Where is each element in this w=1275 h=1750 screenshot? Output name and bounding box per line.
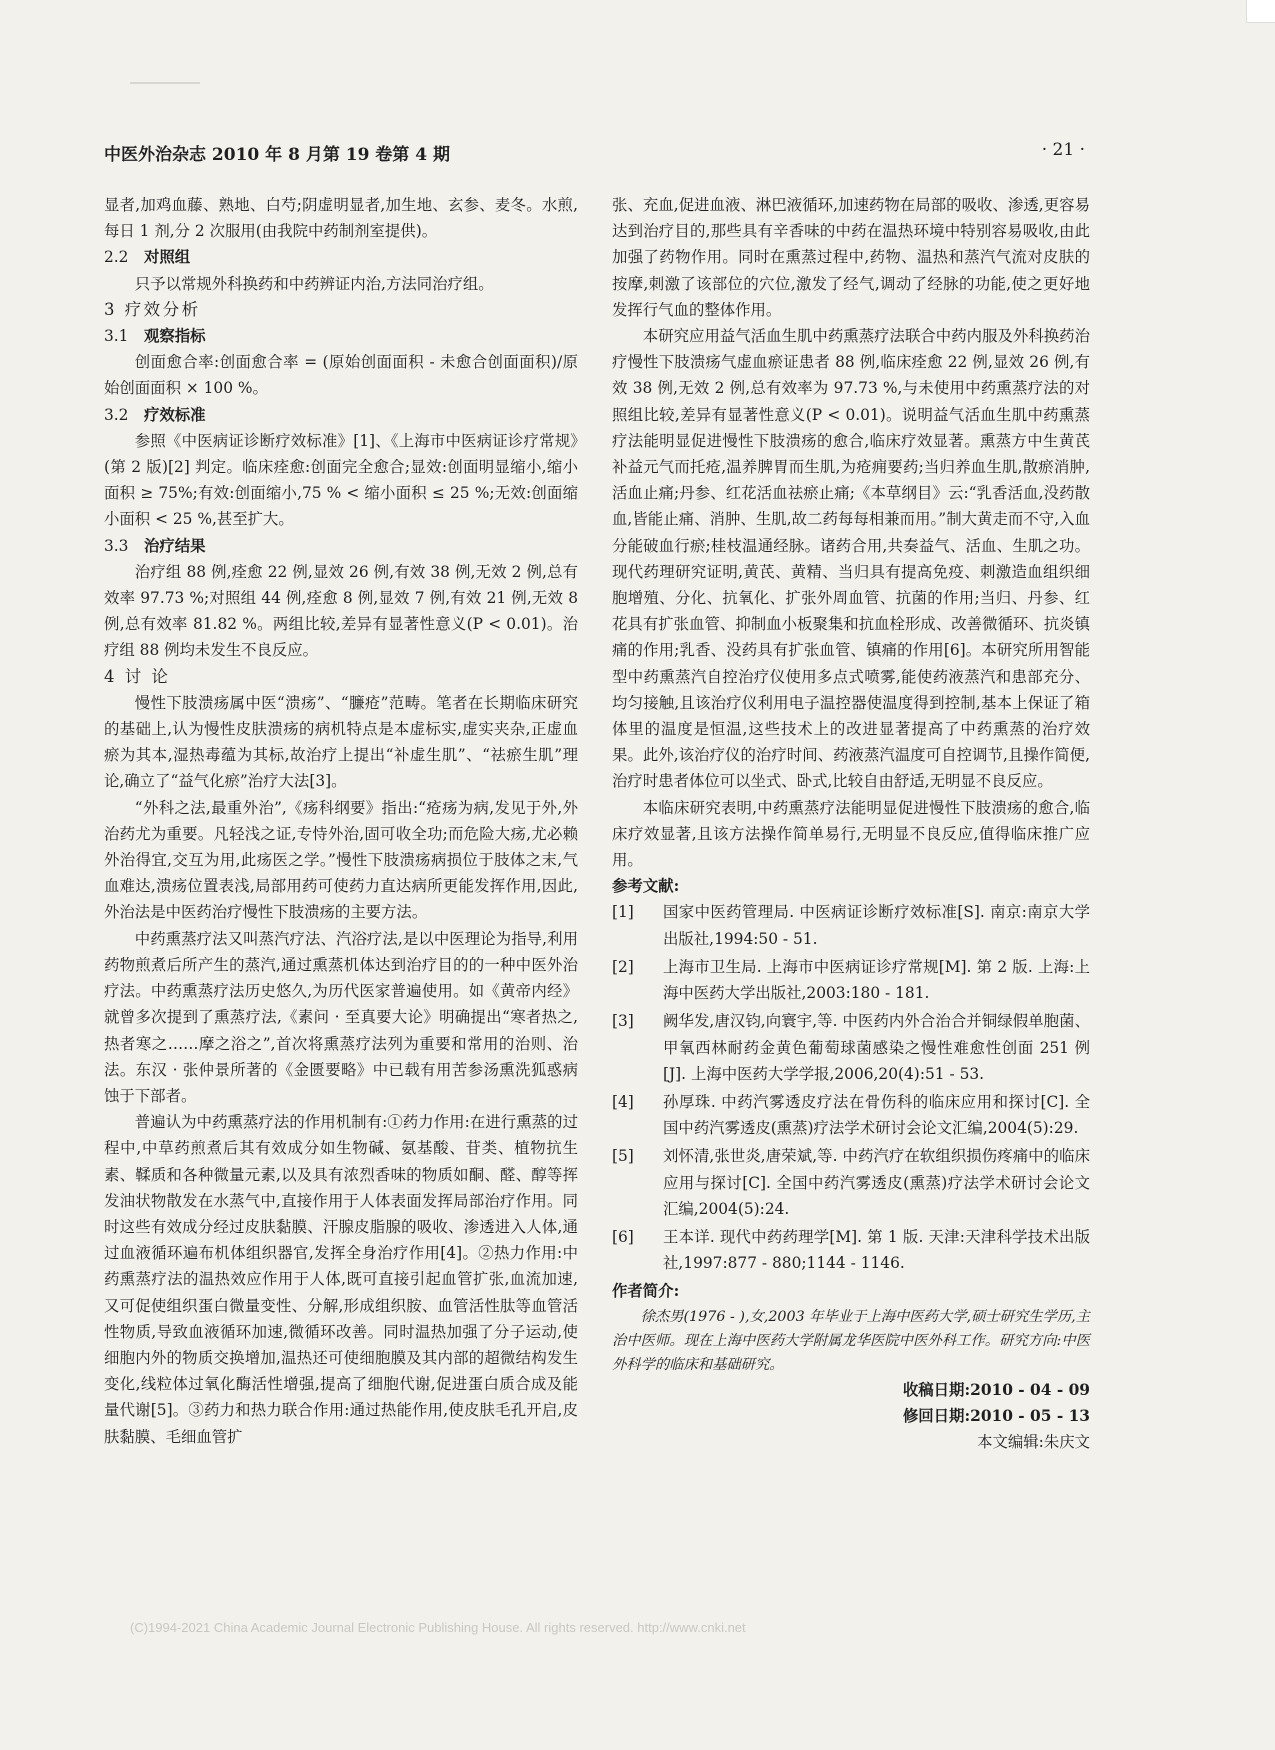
reference-item — [612, 1224, 1090, 1276]
reference-text: 王本详. 现代中药药理学[M]. 第 1 版. 天津:天津科学技术出版社,1997:877 - 880;1144 - 1146. — [663, 1227, 1090, 1273]
paragraph: 中药熏蒸疗法又叫蒸汽疗法、汽浴疗法,是以中医理论为指导,利用药物煎煮后所产生的蒸汽,通过熏蒸机体达到治疗目的的一种中医外治疗法。中药熏蒸疗法历史悠久,为历代医家普遍使用。如《黄帝内经》就曾多次提到了熏蒸疗法,《素问 · 至真要大论》明确提出“寒者热之,热者寒之……摩之浴之”,首次将熏蒸疗法列为重要和常用的治则、治法。东汉 · 张仲景所著的《金匮要略》中已载有用苦参汤熏洗狐惑病蚀于下部者。 — [104, 929, 578, 1105]
reference-text: 孙厚珠. 中药汽雾透皮疗法在骨伤科的临床应用和探讨[C]. 全国中药汽雾透皮(熏蒸)疗法学术研讨会论文汇编,2004(5):29. — [663, 1092, 1090, 1138]
section-title: 观察指标 — [144, 327, 206, 346]
journal-info: 中医外治杂志 2010 年 8 月第 19 卷第 4 期 — [104, 145, 450, 165]
reference-text: 上海市卫生局. 上海市中医病证诊疗常规[M]. 第 2 版. 上海:上海中医药大学出版社,2003:180 - 181. — [663, 957, 1090, 1003]
paragraph: 显者,加鸡血藤、熟地、白芍;阴虚明显者,加生地、玄参、麦冬。水煎,每日 1 剂,分 2 次服用(由我院中药制剂室提供)。 — [104, 196, 578, 241]
page-number: · 21 · — [1041, 140, 1085, 160]
section-heading-3-1 — [104, 323, 578, 349]
editor-credit: 本文编辑:朱庆文 — [977, 1432, 1090, 1451]
reference-number: [6] — [612, 1227, 634, 1246]
reference-list — [612, 899, 1090, 1276]
paragraph: 普遍认为中药熏蒸疗法的作用机制有:①药力作用:在进行熏蒸的过程中,中草药煎煮后其有效成分如生物碱、氨基酸、苷类、植物抗生素、鞣质和各种微量元素,以及具有浓烈香味的物质如酮、醛、醇等挥发油状物散发在水蒸气中,直接作用于人体表面发挥局部治疗作用。同时这些有效成分经过皮肤黏膜、汗腺皮脂腺的吸收、渗透进入人体,通过血液循环遍布机体组织器官,发挥全身治疗作用[4]。②热力作用:中药熏蒸疗法的温热效应作用于人体,既可直接引起血管扩张,血流加速,又可促使组织蛋白微量变性、分解,形成组织胺、血管活性肽等血管活性物质,导致血液循环加速,微循环改善。同时温热加强了分子运动,使细胞内外的物质交换增加,温热还可使细胞膜及其内部的超微结构发生变化,线粒体过氧化酶活性增强,提高了细胞代谢,促进蛋白质合成及能量代谢[5]。③药力和热力联合作用:通过热能作用,使皮肤毛孔开启,皮肤黏膜、毛细血管扩 — [104, 1113, 578, 1446]
reference-text: 国家中医药管理局. 中医病证诊断疗效标准[S]. 南京:南京大学出版社,1994:50 - 51. — [663, 903, 1090, 948]
reference-text: 刘怀清,张世炎,唐荣斌,等. 中药汽疗在软组织损伤疼痛中的临床应用与探讨[C]. 全国中药汽雾透皮(熏蒸)疗法学术研讨会论文汇编,2004(5):24. — [663, 1147, 1090, 1218]
section-number: 3.3 — [104, 536, 129, 555]
section-title: 治疗结果 — [144, 536, 206, 555]
section-heading-2-2 — [104, 244, 578, 270]
reference-number: [1] — [612, 903, 634, 922]
revised-date: 修回日期:2010 - 05 - 13 — [902, 1406, 1090, 1425]
reference-text: 阙华发,唐汉钧,向寰宇,等. 中医药内外合治合并铜绿假单胞菌、甲氧西林耐药金黄色葡萄球菌感染之慢性难愈性创面 251 例[J]. 上海中医药大学学报,2006,20(4):51 - 53. — [663, 1012, 1090, 1083]
paragraph: 创面愈合率:创面愈合率 = (原始创面面积 - 未愈合创面面积)/原始创面面积 × 100 %。 — [104, 353, 578, 398]
author-heading: 作者简介: — [612, 1282, 680, 1301]
section-heading-3-3 — [104, 533, 578, 559]
received-date: 收稿日期:2010 - 04 - 09 — [902, 1380, 1090, 1399]
right-column — [612, 192, 1090, 1455]
running-header — [104, 140, 1085, 166]
left-column — [104, 192, 578, 1450]
reference-number: [2] — [612, 957, 634, 976]
reference-item — [612, 954, 1090, 1006]
paragraph: 本研究应用益气活血生肌中药熏蒸疗法联合中药内服及外科换药治疗慢性下肢溃疡气虚血瘀证患者 88 例,临床痊愈 22 例,显效 26 例,有效 38 例,无效 2 例,总有效率为 97.73 %,与未使用中药熏蒸疗法的对照组比较,差异有显著性意义(P < 0.01)。说明益气活血生肌中药熏蒸疗法能明显促进慢性下肢溃疡的愈合,临床疗效显著。熏蒸方中生黄芪补益元气而托疮,温养脾胃而生肌,为疮痈要药;当归养血生肌,散瘀消肿,活血止痛;丹参、红花活血祛瘀止痛;《本草纲目》云:“乳香活血,没药散血,皆能止痛、消肿、生肌,故二药每每相兼而用。”制大黄走而不守,入血分能破血行瘀;桂枝温通经脉。诸药合用,共奏益气、活血、生肌之功。现代药理研究证明,黄芪、黄精、当归具有提高免疫、刺激造血组织细胞增殖、分化、抗氧化、扩张外周血管、抗菌的作用;当归、丹参、红花具有扩张血管、抑制血小板聚集和抗血栓形成、改善微循环、抗炎镇痛的作用;乳香、没药具有扩张血管、镇痛的作用[6]。本研究所用智能型中药熏蒸汽自控治疗仪使用多点式喷雾,能使药液蒸汽和患部充分、均匀接触,且该治疗仪利用电子温控器使温度得到控制,基本上保证了箱体里的温度是恒温,这些技术上的改进显著提高了中药熏蒸的治疗效果。此外,该治疗仪的治疗时间、药液蒸汽温度可自控调节,且操作简便,治疗时患者体位可以坐式、卧式,比较自由舒适,无明显不良反应。 — [612, 327, 1090, 791]
reference-item — [612, 1143, 1090, 1222]
author-bio: 徐杰男(1976 - ),女,2003 年毕业于上海中医药大学,硕士研究生学历,主治中医师。现在上海中医药大学附属龙华医院中医外科工作。研究方向:中医外科学的临床和基础研究。 — [612, 1308, 1090, 1373]
reference-item — [612, 899, 1090, 951]
section-title: 疗效标准 — [144, 405, 206, 424]
section-title: 对照组 — [144, 248, 191, 267]
section-number: 3.2 — [104, 405, 129, 424]
paragraph: 只予以常规外科换药和中药辨证内治,方法同治疗组。 — [134, 274, 494, 293]
section-heading-3-2 — [104, 402, 578, 428]
section-number: 3.1 — [104, 327, 129, 346]
reference-number: [3] — [612, 1012, 634, 1031]
paragraph: “外科之法,最重外治”,《疡科纲要》指出:“疮疡为病,发见于外,外治药尤为重要。凡轻浅之证,专恃外治,固可收全功;而危险大疡,尤必赖外治得宜,交互为用,此疡医之学。”慢性下肢溃疡病损位于肢体之末,气血难达,溃疡位置表浅,局部用药可使药力直达病所更能发挥作用,因此,外治法是中医药治疗慢性下肢溃疡的主要方法。 — [104, 798, 578, 922]
section-heading-4: 4 讨 论 — [104, 666, 171, 686]
paragraph: 本临床研究表明,中药熏蒸疗法能明显促进慢性下肢溃疡的愈合,临床疗效显著,且该方法操作简单易行,无明显不良反应,值得临床推广应用。 — [612, 798, 1090, 870]
paragraph: 张、充血,促进血液、淋巴液循环,加速药物在局部的吸收、渗透,更容易达到治疗目的,那些具有辛香味的中药在温热环境中特别容易吸收,由此加强了药物作用。同时在熏蒸过程中,药物、温热和蒸汽气流对皮肤的按摩,刺激了该部位的穴位,激发了经气,调动了经脉的功能,使之更好地发挥行气血的整体作用。 — [612, 196, 1090, 319]
paragraph: 慢性下肢溃疡属中医“溃疡”、“臁疮”范畴。笔者在长期临床研究的基础上,认为慢性皮肤溃疡的病机特点是本虚标实,虚实夹杂,正虚血瘀为其本,湿热毒蕴为其标,故治疗上提出“补虚生肌”、“祛瘀生肌”理论,确立了“益气化瘀”治疗大法[3]。 — [104, 693, 578, 791]
copyright-watermark: (C)1994-2021 China Academic Journal Electronic Publishing House. All rights reserved. http://www.cnki.net — [130, 1620, 746, 1635]
reference-item — [612, 1089, 1090, 1141]
references-heading: 参考文献: — [612, 877, 680, 896]
reference-item — [612, 1008, 1090, 1087]
paragraph: 治疗组 88 例,痊愈 22 例,显效 26 例,有效 38 例,无效 2 例,总有效率 97.73 %;对照组 44 例,痊愈 8 例,显效 7 例,有效 21 例,无效 8 例,总有效率 81.82 %。两组比较,差异有显著性意义(P < 0.01)。治疗组 88 例均未发生不良反应。 — [104, 562, 578, 660]
reference-number: [5] — [612, 1147, 634, 1166]
section-number: 2.2 — [104, 248, 129, 267]
paragraph: 参照《中医病证诊断疗效标准》[1]、《上海市中医病证诊疗常规》(第 2 版)[2] 判定。临床痊愈:创面完全愈合;显效:创面明显缩小,缩小面积 ≥ 75%;有效:创面缩小,75 % < 缩小面积 ≤ 25 %;无效:创面缩小面积 < 25 %,甚至扩大。 — [104, 431, 578, 529]
page-corner — [1246, 0, 1275, 23]
scan-mark — [130, 82, 200, 84]
section-heading-3: 3 疗效分析 — [104, 299, 201, 319]
reference-number: [4] — [612, 1092, 634, 1111]
